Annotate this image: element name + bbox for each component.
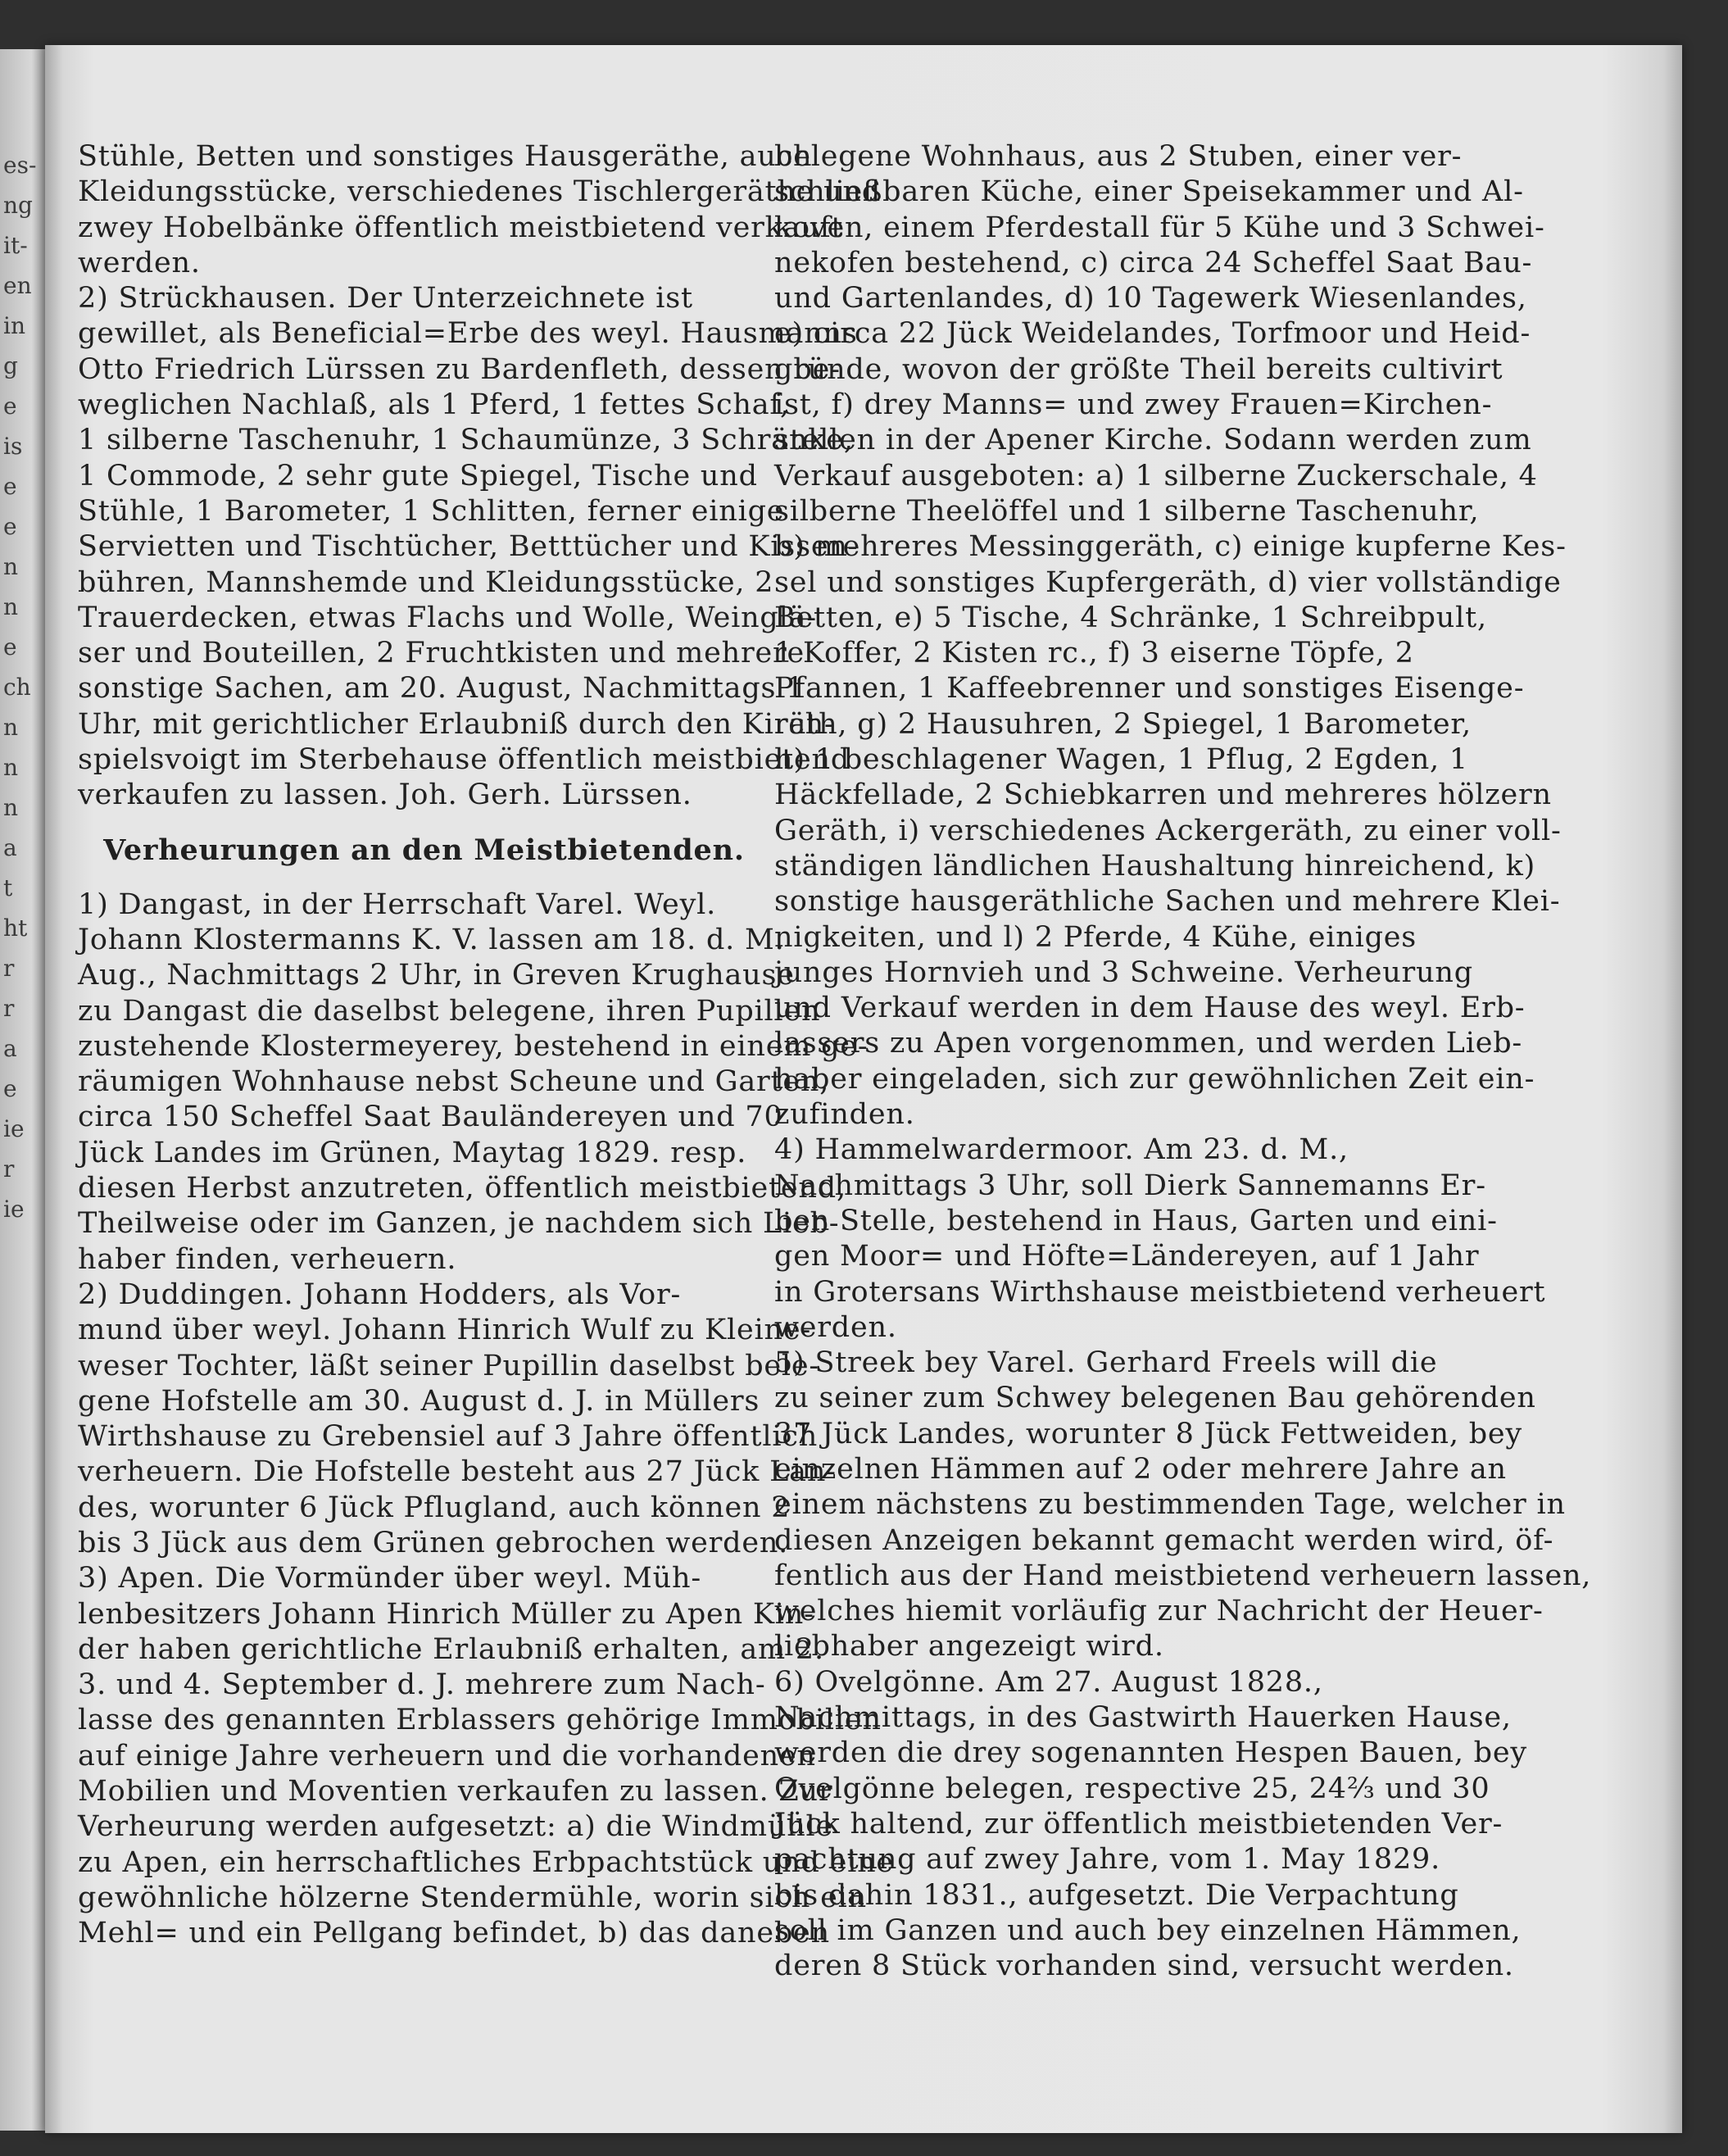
text-line: der haben gerichtliche Erlaubniß erhalten, am 2. — [78, 1632, 824, 1666]
text-line: lasse des genannten Erblassers gehörige Immobilien — [78, 1704, 882, 1737]
margin-fragment: it- — [3, 232, 28, 259]
text-line: verheuern. Die Hofstelle besteht aus 27 Jück Lan- — [78, 1455, 837, 1489]
text-line: zu Apen, ein herrschaftliches Erbpachtstück und eine — [78, 1845, 894, 1879]
text-line: Häckfellade, 2 Schiebkarren und mehreres hölzern — [774, 778, 1552, 812]
text-line: werden. — [774, 1310, 897, 1344]
margin-fragment: ie — [3, 1115, 25, 1142]
text-line: circa 150 Scheffel Saat Bauländereyen und 70 — [78, 1101, 783, 1134]
text-line: weser Tochter, läßt seiner Pupillin daselbst bele- — [78, 1349, 820, 1382]
text-line: belegene Wohnhaus, aus 2 Stuben, einer ver- — [774, 140, 1463, 173]
text-line: soll im Ganzen und auch bey einzelnen Hämmen, — [774, 1913, 1522, 1947]
text-line: des, worunter 6 Jück Pflugland, auch können 2 — [78, 1491, 791, 1524]
text-line: pachtung auf zwey Jahre, vom 1. May 1829. — [774, 1843, 1441, 1877]
text-line: zustehende Klostermeyerey, bestehend in einem ge- — [78, 1029, 869, 1063]
margin-fragment: e — [3, 393, 17, 420]
text-line: Uhr, mit gerichtlicher Erlaubniß durch den Kirch- — [78, 707, 835, 741]
text-line: silberne Theelöffel und 1 silberne Taschenuhr, — [774, 494, 1480, 528]
text-line: 3) Apen. Die Vormünder über weyl. Müh- — [78, 1562, 701, 1595]
text-line: werden die drey sogenannten Hespen Bauen, bey — [774, 1736, 1527, 1770]
text-line: weglichen Nachlaß, als 1 Pferd, 1 fettes Schaf, — [78, 388, 790, 422]
text-line: nigkeiten, und l) 2 Pferde, 4 Kühe, einiges — [774, 920, 1417, 954]
margin-fragment: ie — [3, 1196, 25, 1223]
text-line: zu Dangast die daselbst belegene, ihren Pupillen — [78, 994, 821, 1028]
text-line: Betten, e) 5 Tische, 4 Schränke, 1 Schreibpult, — [774, 601, 1487, 634]
text-line: ben Stelle, bestehend in Haus, Garten und eini- — [774, 1204, 1498, 1237]
text-line: zufinden. — [774, 1098, 915, 1132]
margin-fragment: n — [3, 553, 19, 580]
text-line: Wirthshause zu Grebensiel auf 3 Jahre öffentlich — [78, 1420, 819, 1454]
text-line: einem nächstens zu bestimmenden Tage, welcher in — [774, 1488, 1566, 1522]
margin-fragment: g — [3, 352, 18, 379]
text-line: gen Moor= und Höfte=Ländereyen, auf 1 Jahr — [774, 1240, 1480, 1273]
text-line: 1 silberne Taschenuhr, 1 Schaumünze, 3 Schränke, — [78, 424, 854, 457]
text-line: sonstige hausgeräthliche Sachen und mehrere Klei- — [774, 885, 1561, 919]
text-line: gründe, wovon der größte Theil bereits cultivirt — [774, 352, 1503, 386]
margin-fragment: r — [3, 955, 15, 982]
margin-fragment: e — [3, 633, 17, 660]
text-line: Stühle, Betten und sonstiges Hausgeräthe, auch — [78, 140, 813, 173]
text-line: 6) Ovelgönne. Am 27. August 1828., — [774, 1665, 1323, 1699]
text-line: fentlich aus der Hand meistbietend verheuern lassen, — [774, 1559, 1592, 1592]
text-line: deren 8 Stück vorhanden sind, versucht werden. — [774, 1949, 1514, 1983]
text-line: nekofen bestehend, c) circa 24 Scheffel Saat Bau- — [774, 246, 1533, 279]
text-line: stellen in der Apener Kirche. Sodann werden zum — [774, 424, 1532, 457]
margin-fragment: t — [3, 874, 13, 901]
text-line: bis dahin 1831., aufgesetzt. Die Verpachtung — [774, 1878, 1459, 1912]
margin-fragment: n — [3, 593, 19, 620]
previous-page-edge — [0, 49, 45, 2131]
text-line: Theilweise oder im Ganzen, je nachdem sich Lieb- — [78, 1207, 840, 1241]
text-line: 5) Streek bey Varel. Gerhard Freels will die — [774, 1346, 1438, 1380]
text-line: Nachmittags 3 Uhr, soll Dierk Sannemanns Er- — [774, 1169, 1486, 1202]
text-line: werden. — [78, 246, 201, 279]
text-line: diesen Anzeigen bekannt gemacht werden wird, öf- — [774, 1523, 1554, 1557]
text-line: in Grotersans Wirthshause meistbietend verheuert — [774, 1275, 1546, 1309]
text-line: 1 Commode, 2 sehr gute Spiegel, Tische und — [78, 459, 758, 492]
text-line: koven, einem Pferdestall für 5 Kühe und 3 Schwei- — [774, 211, 1545, 244]
text-line: gewöhnliche hölzerne Stendermühle, worin sich ein — [78, 1881, 867, 1914]
margin-fragment: n — [3, 754, 19, 781]
text-line: Johann Klostermanns K. V. lassen am 18. d. M. — [78, 923, 785, 956]
text-line: räumigen Wohnhause nebst Scheune und Garten, — [78, 1065, 830, 1099]
text-line: Kleidungsstücke, verschiedenes Tischlergeräthe und — [78, 175, 882, 209]
text-line: und Verkauf werden in dem Hause des weyl. Erb- — [774, 992, 1526, 1025]
text-line: bis 3 Jück aus dem Grünen gebrochen werden. — [78, 1526, 789, 1559]
text-line: sonstige Sachen, am 20. August, Nachmittags 1 — [78, 672, 805, 706]
text-line: Jück haltend, zur öffentlich meistbietenden Ver- — [774, 1807, 1503, 1841]
text-line: Stühle, 1 Barometer, 1 Schlitten, ferner einige — [78, 494, 785, 528]
text-line: auf einige Jahre verheuern und die vorhandenen — [78, 1739, 816, 1772]
text-line: zwey Hobelbänke öffentlich meistbietend verkauft — [78, 211, 844, 244]
text-line: junges Hornvieh und 3 Schweine. Verheurung — [774, 955, 1473, 989]
text-line: Verkauf ausgeboten: a) 1 silberne Zuckerschale, 4 — [774, 459, 1538, 492]
text-line: schließbaren Küche, einer Speisekammer und Al- — [774, 175, 1524, 209]
margin-fragment: is — [3, 433, 23, 460]
text-line: 1 Koffer, 2 Kisten rc., f) 3 eiserne Töpfe, 2 — [774, 637, 1414, 670]
text-line: bühren, Mannshemde und Kleidungsstücke, 2 — [78, 565, 774, 599]
newspaper-page — [45, 45, 1682, 2133]
text-line: Ovelgönne belegen, respective 25, 24⅔ und 30 — [774, 1772, 1490, 1805]
margin-fragment: e — [3, 1075, 17, 1102]
text-line: b) mehreres Messinggeräth, c) einige kupferne Kes- — [774, 530, 1567, 564]
text-line: Mehl= und ein Pellgang befindet, b) das daneben — [78, 1917, 830, 1950]
text-line: 3. und 4. September d. J. mehrere zum Nach- — [78, 1668, 766, 1702]
text-line: welches hiemit vorläufig zur Nachricht der Heuer- — [774, 1595, 1544, 1628]
text-line: lassers zu Apen vorgenommen, und werden Lieb- — [774, 1027, 1523, 1060]
text-line: spielsvoigt im Sterbehause öffentlich meistbietend — [78, 743, 850, 777]
text-line: ständigen ländlichen Haushaltung hinreichend, k) — [774, 849, 1536, 883]
section-heading: Verheurungen an den Meistbietenden. — [103, 833, 745, 867]
margin-fragment: n — [3, 714, 19, 741]
margin-fragment: r — [3, 1155, 15, 1182]
text-line: Mobilien und Moventien verkaufen zu lassen. Zur — [78, 1775, 833, 1809]
text-line: haber finden, verheuern. — [78, 1242, 457, 1276]
text-line: Aug., Nachmittags 2 Uhr, in Greven Krughause — [78, 959, 795, 992]
margin-fragment: e — [3, 513, 17, 540]
margin-fragment: r — [3, 995, 15, 1022]
right-column — [774, 139, 1592, 1984]
text-line: Jück Landes im Grünen, Maytag 1829. resp. — [78, 1136, 747, 1169]
margin-fragment: ht — [3, 915, 28, 942]
text-line: ser und Bouteillen, 2 Fruchtkisten und mehrere — [78, 637, 805, 670]
text-line: Servietten und Tischtücher, Betttücher und Kissen- — [78, 530, 859, 564]
text-line: Verheurung werden aufgesetzt: a) die Windmühle — [78, 1810, 834, 1844]
margin-fragment: in — [3, 312, 25, 339]
text-line: gene Hofstelle am 30. August d. J. in Müllers — [78, 1384, 760, 1418]
text-line: 1) Dangast, in der Herrschaft Varel. Weyl. — [78, 887, 717, 921]
margin-fragment: ch — [3, 674, 31, 701]
text-line: liebhaber angezeigt wird. — [774, 1630, 1164, 1664]
text-line: e) circa 22 Jück Weidelandes, Torfmoor und Heid- — [774, 317, 1531, 351]
text-line: gewillet, als Beneficial=Erbe des weyl. Hausmanns — [78, 317, 858, 351]
text-line: Trauerdecken, etwas Flachs und Wolle, Weinglä- — [78, 601, 817, 634]
text-line: einzelnen Hämmen auf 2 oder mehrere Jahre an — [774, 1452, 1507, 1486]
text-line: diesen Herbst anzutreten, öffentlich meistbietend, — [78, 1172, 846, 1205]
margin-fragment: e — [3, 473, 17, 500]
text-line: und Gartenlandes, d) 10 Tagewerk Wiesenlandes, — [774, 282, 1527, 315]
text-line: h) 1 beschlagener Wagen, 1 Pflug, 2 Egden, 1 — [774, 743, 1468, 777]
text-line: Pfannen, 1 Kaffeebrenner und sonstiges Eisenge- — [774, 672, 1525, 706]
text-line: 2) Strückhausen. Der Unterzeichnete ist — [78, 282, 693, 315]
text-line: Nachmittags, in des Gastwirth Hauerken Hause, — [774, 1701, 1512, 1735]
text-line: mund über weyl. Johann Hinrich Wulf zu Kleine- — [78, 1314, 811, 1347]
text-line: 2) Duddingen. Johann Hodders, als Vor- — [78, 1278, 682, 1311]
margin-fragment: a — [3, 834, 17, 861]
text-line: sel und sonstiges Kupfergeräth, d) vier vollständige — [774, 565, 1562, 599]
margin-fragment: es- — [3, 152, 37, 179]
margin-fragment: ng — [3, 192, 33, 219]
text-line: räth, g) 2 Hausuhren, 2 Spiegel, 1 Barometer, — [774, 707, 1472, 741]
margin-fragment: en — [3, 272, 32, 299]
text-line: 37 Jück Landes, worunter 8 Jück Fettweiden, bey — [774, 1417, 1523, 1450]
text-line: Otto Friedrich Lürssen zu Bardenfleth, dessen be- — [78, 352, 841, 386]
text-line: zu seiner zum Schwey belegenen Bau gehörenden — [774, 1382, 1536, 1415]
text-line: verkaufen zu lassen. Joh. Gerh. Lürssen. — [78, 778, 692, 812]
text-line: lenbesitzers Johann Hinrich Müller zu Apen Kin- — [78, 1597, 814, 1631]
text-line: ist, f) drey Manns= und zwey Frauen=Kirchen- — [774, 388, 1493, 422]
text-line: Geräth, i) verschiedenes Ackergeräth, zu einer voll- — [774, 814, 1562, 847]
text-line: 4) Hammelwardermoor. Am 23. d. M., — [774, 1133, 1349, 1167]
margin-fragment: a — [3, 1035, 17, 1062]
margin-fragment: n — [3, 794, 19, 821]
text-line: haber eingeladen, sich zur gewöhnlichen Zeit ein- — [774, 1062, 1535, 1096]
